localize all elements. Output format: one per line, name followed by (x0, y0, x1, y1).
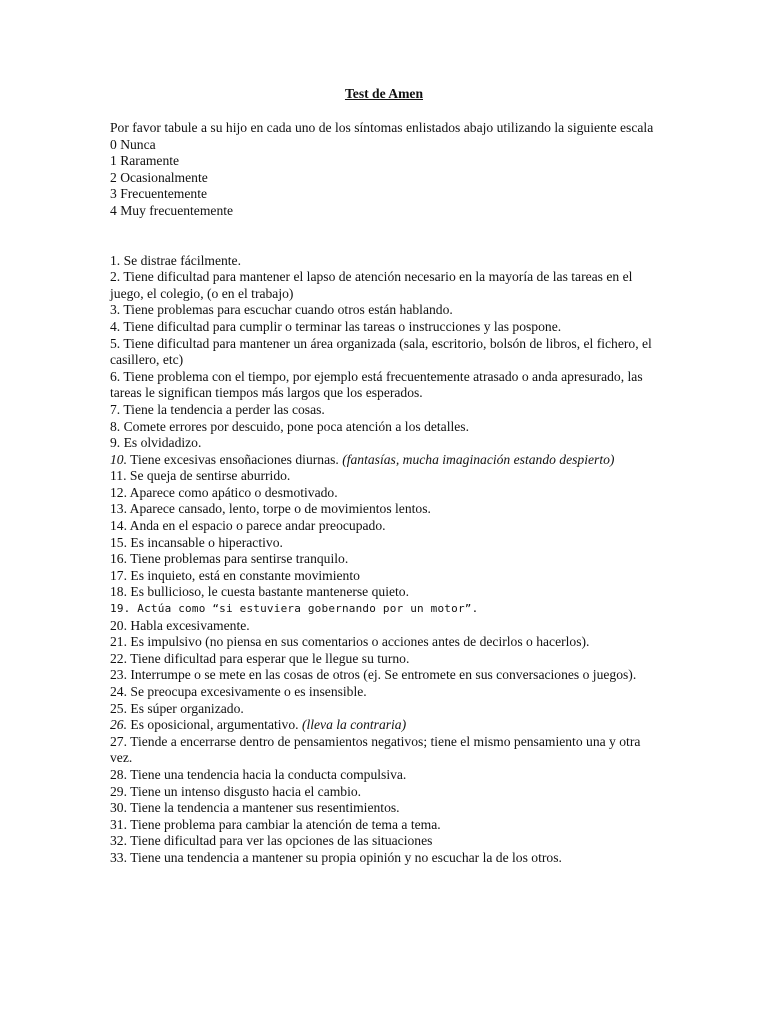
symptom-item: 20. Habla excesivamente. (110, 617, 250, 633)
symptom-item (110, 452, 662, 469)
symptom-item: 3. Tiene problemas para escuchar cuando otros están hablando. (110, 302, 453, 318)
scale-option: 3 Frecuentemente (110, 186, 208, 202)
symptom-item: 17. Es inquieto, está en constante movimiento (110, 567, 360, 583)
symptom-item: 22. Tiene dificultad para esperar que le llegue su turno. (110, 650, 410, 666)
symptom-list (110, 253, 662, 867)
document-title: Test de Amen (344, 86, 424, 101)
symptom-item: 33. Tiene una tendencia a mantener su propia opinión y no escuchar la de los otros. (110, 849, 562, 865)
symptom-item: 8. Comete errores por descuido, pone poca atención a los detalles. (110, 418, 469, 434)
symptom-item: 5. Tiene dificultad para mantener un área organizada (sala, escritorio, bolsón de libros, el fichero, el casillero, etc) (110, 335, 652, 368)
item-text: Tiene excesivas ensoñaciones diurnas. (127, 451, 343, 467)
symptom-item: 21. Es impulsivo (no piensa en sus comentarios o acciones antes de decirlos o hacerlos). (110, 634, 590, 650)
symptom-item: 2. Tiene dificultad para mantener el lapso de atención necesario en la mayoría de las tareas en el juego, el colegio, (o en el trabajo) (110, 269, 633, 301)
instructions-text: Por favor tabule a su hijo en cada uno de los síntomas enlistados abajo utilizando la siguiente escala (110, 120, 654, 135)
scale-option: 1 Raramente (110, 153, 180, 169)
scale-option: 0 Nunca (110, 136, 156, 152)
symptom-item: 30. Tiene la tendencia a mantener sus resentimientos. (110, 800, 400, 816)
symptom-item: 28. Tiene una tendencia hacia la conducta compulsiva. (110, 766, 407, 782)
symptom-item: 31. Tiene problema para cambiar la atención de tema a tema. (110, 816, 441, 832)
symptom-item: 15. Es incansable o hiperactivo. (110, 534, 283, 550)
item-note: (fantasías, mucha imaginación estando despierto) (342, 451, 615, 467)
symptom-item: 6. Tiene problema con el tiempo, por ejemplo está frecuentemente atrasado o anda apresurado, las tareas le significan tiempos más largos que los esperados. (110, 368, 643, 401)
item-number: 26. (110, 717, 127, 733)
symptom-item: 32. Tiene dificultad para ver las opciones de las situaciones (110, 833, 433, 849)
symptom-item: 14. Anda en el espacio o parece andar preocupado. (110, 518, 386, 534)
symptom-item: 24. Se preocupa excesivamente o es insensible. (110, 684, 367, 699)
symptom-item: 29. Tiene un intenso disgusto hacia el cambio. (110, 783, 362, 799)
item-text: Es oposicional, argumentativo. (127, 717, 302, 733)
symptom-item: 4. Tiene dificultad para cumplir o terminar las tareas o instrucciones y las pospone. (110, 318, 562, 334)
symptom-item: 12. Aparece como apático o desmotivado. (110, 484, 338, 500)
symptom-item: 13. Aparece cansado, lento, torpe o de movimientos lentos. (110, 501, 431, 517)
scale-option: 2 Ocasionalmente (110, 169, 208, 185)
symptom-item: 7. Tiene la tendencia a perder las cosas. (110, 401, 325, 417)
symptom-item: 18. Es bullicioso, le cuesta bastante mantenerse quieto. (110, 584, 409, 600)
item-number: 10. (110, 451, 127, 467)
symptom-item: 1. Se distrae fácilmente. (110, 252, 241, 268)
symptom-item (110, 717, 662, 734)
symptom-item: 27. Tiende a encerrarse dentro de pensamientos negativos; tiene el mismo pensamiento una y otra vez. (110, 733, 641, 766)
symptom-item: 16. Tiene problemas para sentirse tranquilo. (110, 551, 349, 567)
symptom-item: 9. Es olvidadizo. (110, 435, 202, 451)
symptom-item: 23. Interrumpe o se mete en las cosas de otros (ej. Se entromete en sus conversaciones o juegos). (110, 667, 637, 683)
symptom-item: 11. Se queja de sentirse aburrido. (110, 468, 291, 484)
rating-scale (110, 137, 662, 220)
symptom-item: 25. Es súper organizado. (110, 700, 244, 716)
document-body (110, 120, 662, 867)
scale-option: 4 Muy frecuentemente (110, 202, 234, 218)
item-note: (lleva la contraria) (301, 717, 407, 733)
symptom-item: 19. Actúa como “si estuviera gobernando por un motor”. (110, 602, 479, 616)
